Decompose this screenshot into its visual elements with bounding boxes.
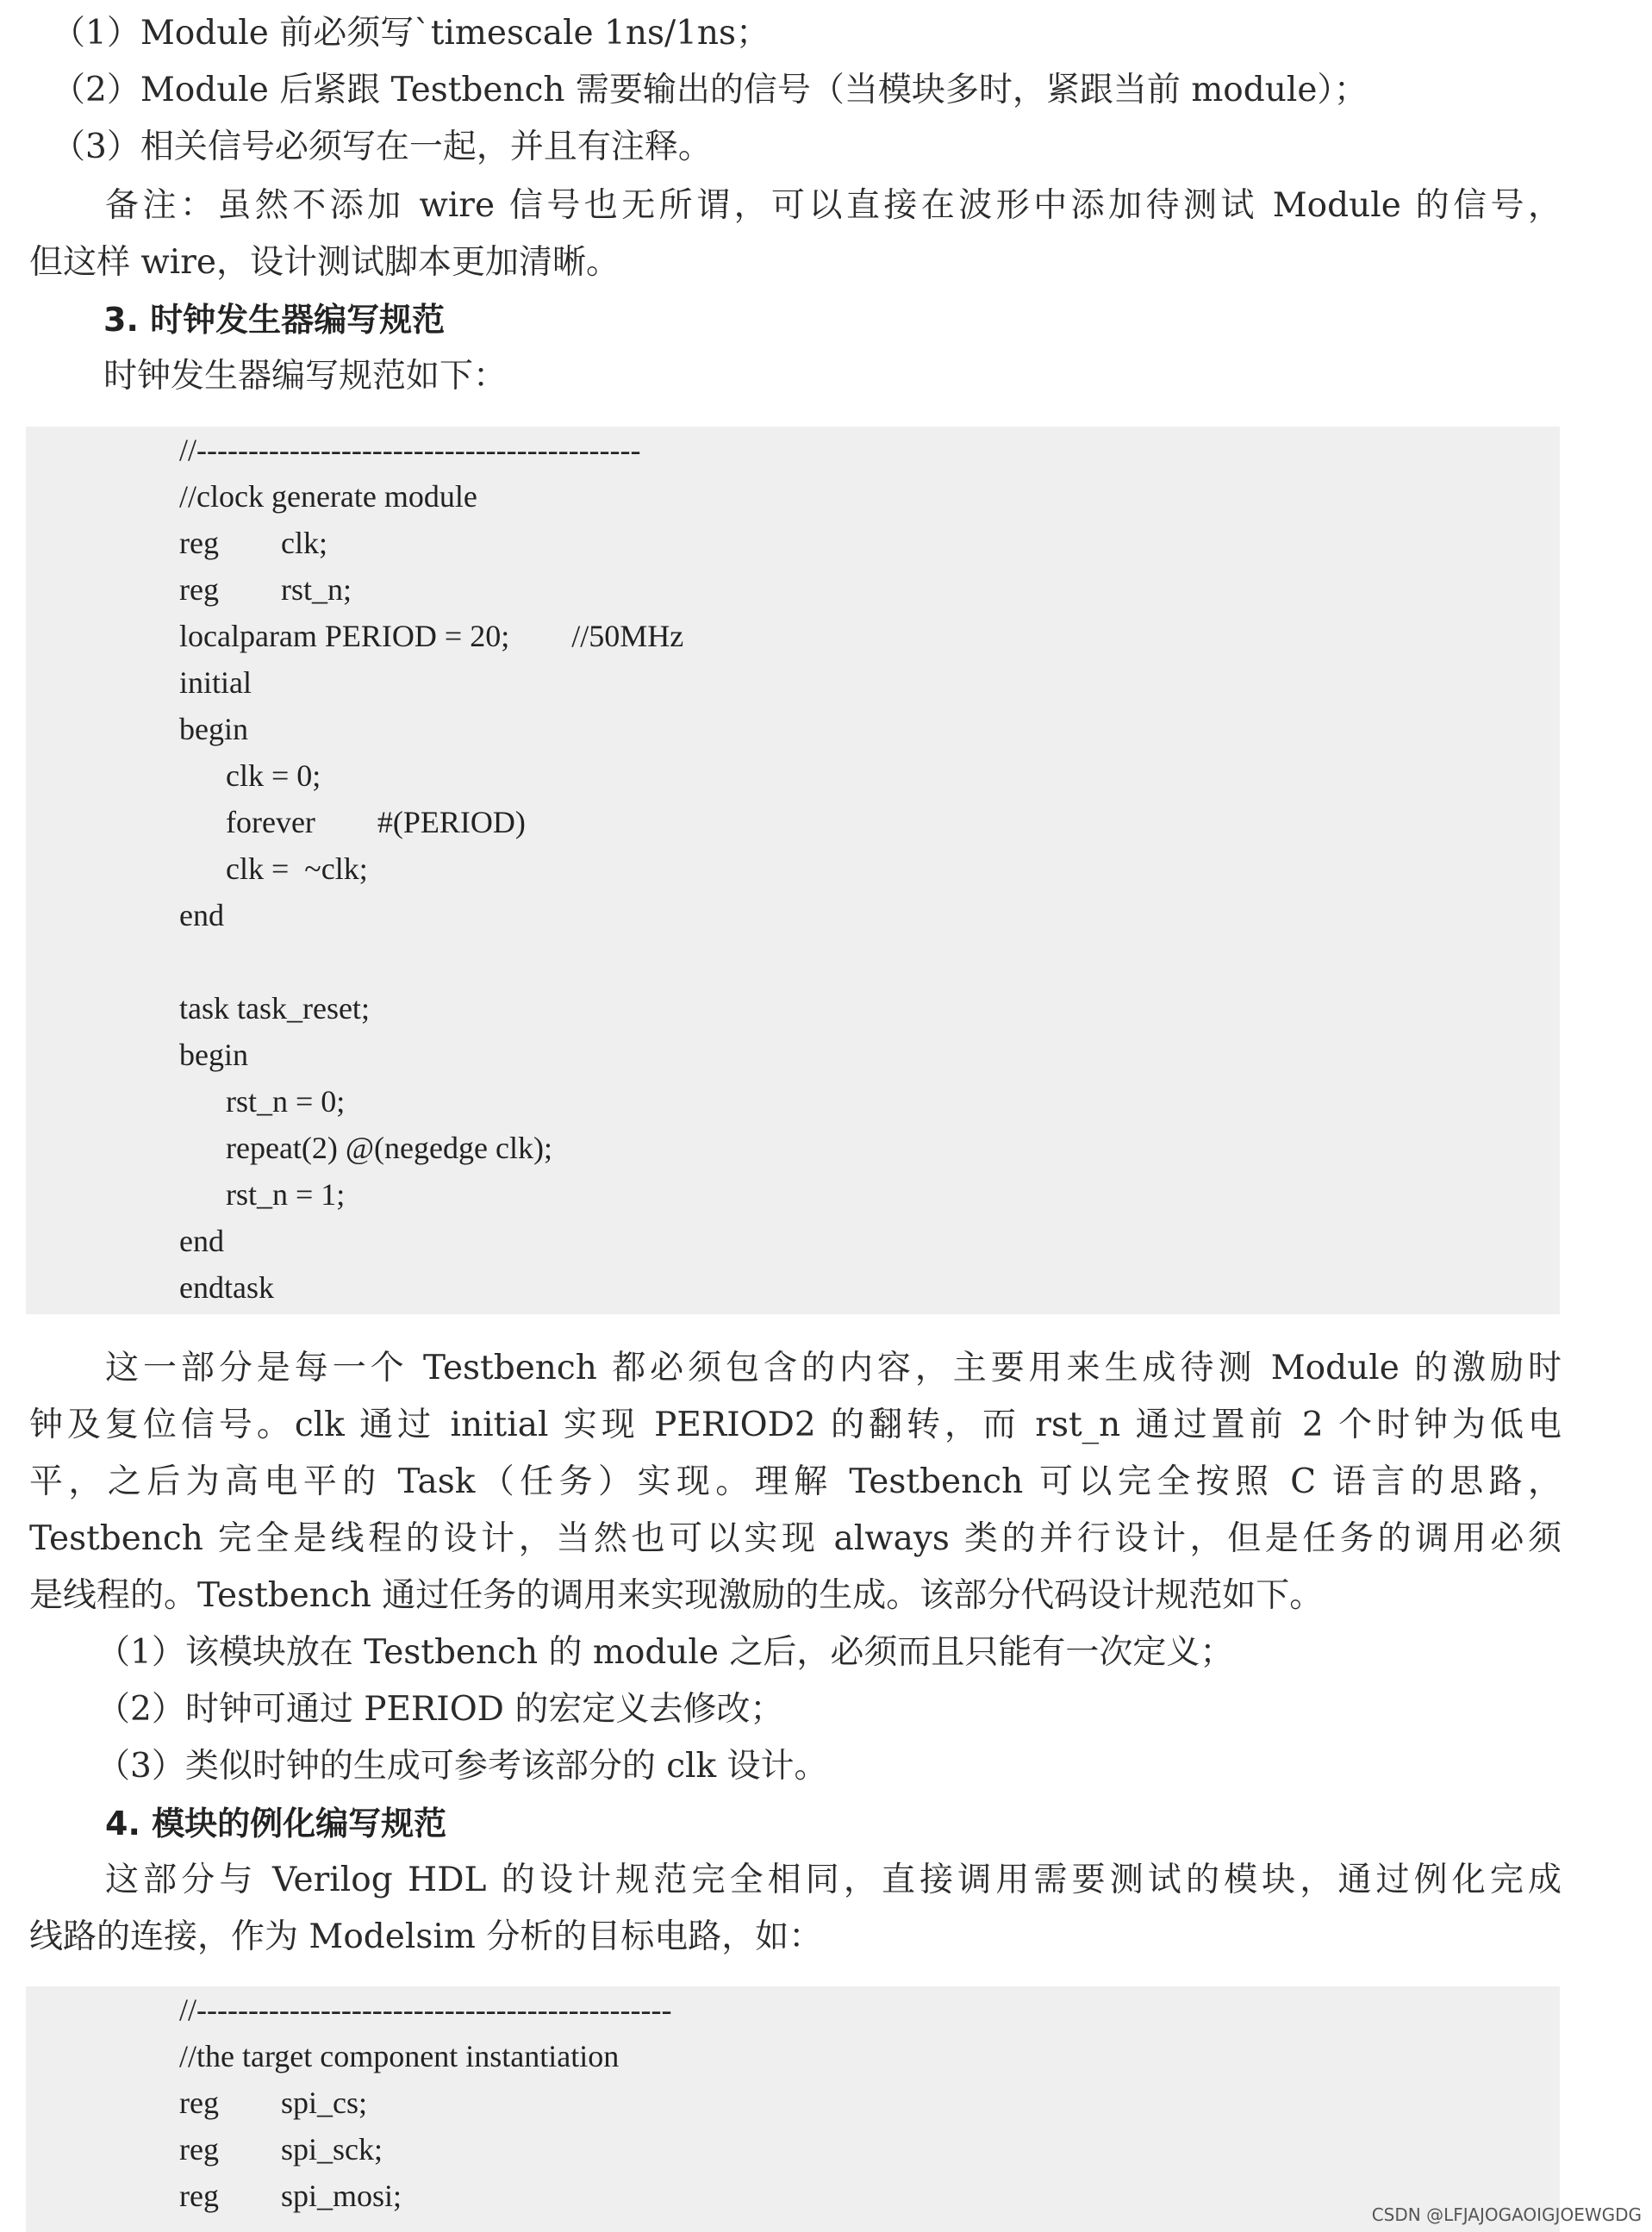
code-line: //clock generate module	[179, 479, 477, 514]
top-item-1: （1）Module 前必须写`timescale 1ns/1ns；	[52, 14, 770, 53]
top-item-3: （3）相关信号必须写在一起，并且有注释。	[52, 128, 712, 166]
code-line: forever #(PERIOD)	[179, 805, 526, 839]
paragraph-line: 平，之后为高电平的 Task（任务）实现。理解 Testbench 可以完全按照 C 语言的思路，	[29, 1462, 1562, 1501]
code-line: clk = 0;	[179, 758, 321, 793]
top-item-2: （2）Module 后紧跟 Testbench 需要输出的信号（当模块多时，紧跟当前 module）；	[52, 71, 1368, 109]
section-4-heading: 4. 模块的例化编写规范	[105, 1805, 447, 1842]
rule-item-2: （2）时钟可通过 PERIOD 的宏定义去修改；	[97, 1690, 784, 1729]
instantiation-code-block	[26, 1986, 1560, 2232]
clock-code-block	[26, 427, 1560, 1314]
code-line: reg spi_sck;	[179, 2132, 383, 2167]
code-line: begin	[179, 1038, 248, 1072]
code-line: clk = ~clk;	[179, 851, 368, 886]
code-line: initial	[179, 665, 252, 700]
code-line: //the target component instantiation	[179, 2039, 620, 2073]
note-line-1: 备注：虽然不添加 wire 信号也无所谓，可以直接在波形中添加待测试 Module 的信号，	[105, 186, 1562, 225]
code-line: reg spi_mosi;	[179, 2179, 402, 2213]
section-3-intro: 时钟发生器编写规范如下：	[103, 357, 508, 396]
code-line: repeat(2) @(negedge clk);	[179, 1131, 552, 1165]
code-line: //-------------------------------------------	[179, 433, 641, 467]
rule-item-3: （3）类似时钟的生成可参考该部分的 clk 设计。	[97, 1747, 828, 1786]
section-4-line-1: 这部分与 Verilog HDL 的设计规范完全相同，直接调用需要测试的模块，通过例化完成	[105, 1861, 1562, 1899]
code-line: reg rst_n;	[179, 572, 352, 607]
code-line: task task_reset;	[179, 991, 370, 1026]
watermark: CSDN @LFJAJOGAOIGJOEWGDG	[1371, 2204, 1642, 2225]
code-line: begin	[179, 712, 248, 746]
paragraph-line: 这一部分是每一个 Testbench 都必须包含的内容，主要用来生成待测 Module 的激励时	[105, 1349, 1562, 1387]
paragraph-line: 钟及复位信号。clk 通过 initial 实现 PERIOD2 的翻转，而 rst_n 通过置前 2 个时钟为低电	[29, 1406, 1562, 1444]
code-line: //----------------------------------------------	[179, 1992, 672, 2027]
code-line: reg spi_cs;	[179, 2085, 367, 2120]
paragraph-line: Testbench 完全是线程的设计，当然也可以实现 always 类的并行设计，但是任务的调用必须	[29, 1519, 1562, 1558]
code-line: end	[179, 1224, 224, 1258]
code-line: reg clk;	[179, 526, 327, 560]
code-line: localparam PERIOD = 20; //50MHz	[179, 619, 684, 653]
rule-item-1: （1）该模块放在 Testbench 的 module 之后，必须而且只能有一次定义；	[97, 1633, 1234, 1672]
code-line: end	[179, 898, 224, 932]
note-line-2: 但这样 wire，设计测试脚本更加清晰。	[29, 243, 620, 282]
section-4-line-2: 线路的连接，作为 Modelsim 分析的目标电路，如：	[29, 1917, 823, 1956]
code-line: rst_n = 0;	[179, 1084, 346, 1119]
paragraph-line: 是线程的。Testbench 通过任务的调用来实现激励的生成。该部分代码设计规范如下。	[29, 1576, 1324, 1615]
section-3-heading: 3. 时钟发生器编写规范	[103, 301, 446, 339]
code-line: endtask	[179, 1270, 274, 1305]
code-line: rst_n = 1;	[179, 1177, 346, 1212]
